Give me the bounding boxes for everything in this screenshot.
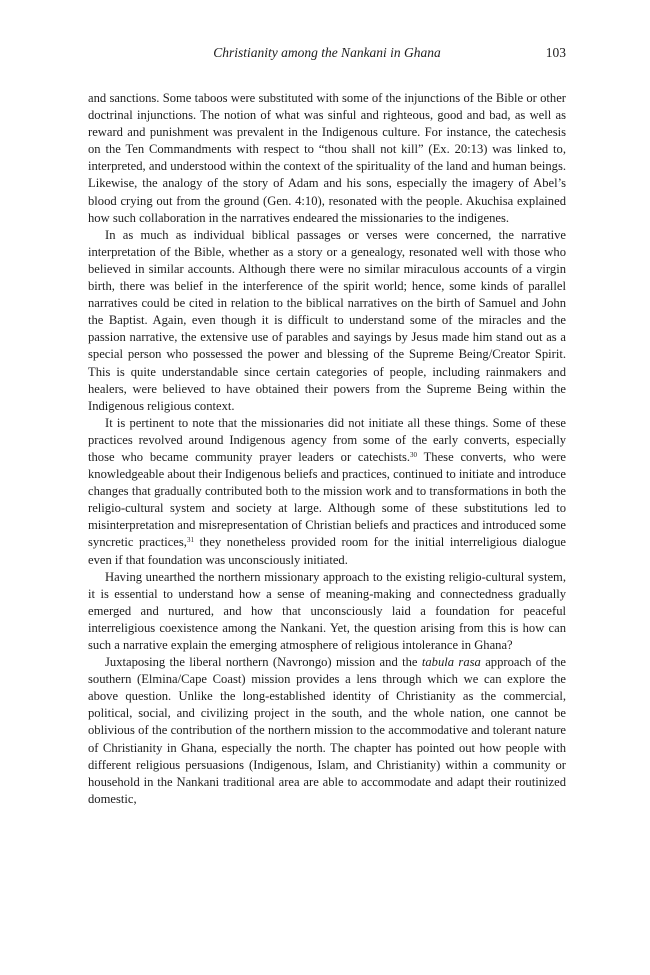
text-run: Juxtaposing the liberal northern (Navrongo) mission and the — [105, 655, 422, 670]
paragraph-5 — [88, 654, 566, 808]
text-run: In as much as individual biblical passages or verses were concerned, the narrative interpretation of the Bible, whether as a story or a genealogy, resonated well with those who believed in similar accounts. Although there were no similar miraculous accounts of a virgin birth, there was belief in the interference of the spirit world; hence, some kinds of parallel narratives could be cited in relation to the biblical narratives on the birth of Samuel and John the Baptist. Again, even though it is difficult to understand some of the miracles and the passion narrative, the extensive use of parables and sayings by Jesus made him stand out as a special person who possessed the power and blessing of the Supreme Being/Creator Spirit. This is quite understandable since certain categories of people, including rainmakers and healers, were believed to have obtained their powers from the Supreme Being within the Indigenous religious context. — [88, 227, 566, 413]
text-run: and sanctions. Some taboos were substituted with some of the injunctions of the Bible or other doctrinal injunctions. The notion of what was sinful and righteous, good and bad, as well as reward and punishment was prevalent in the Indigenous culture. For instance, the catechesis on the Ten Commandments with respect to “thou shall not kill” (Ex. 20:13) was linked to, interpreted, and understood within the context of the spirituality of the land and human beings. Likewise, the analogy of the story of Adam and his sons, especially the imagery of Abel’s blood crying out from the ground (Gen. 4:10), resonated with the people. Akuchisa explained how such collaboration in the narratives endeared the missionaries to the indigenes. — [88, 91, 566, 225]
footnote-marker: 30 — [410, 450, 418, 459]
running-title: Christianity among the Nankani in Ghana — [213, 45, 441, 60]
italic-text: tabula rasa — [421, 655, 481, 670]
footnote-marker: 31 — [186, 536, 194, 545]
text-run: These converts, who were knowledgeable about their Indigenous beliefs and practices, continued to initiate and introduce changes that gradually contributed both to the mission work and to transformations in both the religio-cultural system and society at large. Although some of these substitutions led to misinterpretation and misrepresentation of Christian beliefs and practices and introduced some syncretic practices, — [88, 449, 566, 550]
body-text — [88, 90, 566, 808]
paragraph-3 — [88, 415, 566, 569]
paragraph-2 — [88, 227, 566, 415]
paragraph-4 — [88, 569, 566, 654]
text-run: Having unearthed the northern missionary approach to the existing religio-cultural system, it is essential to understand how a sense of meaning-making and connectedness gradually emerged and nurtured, and how that unconsciously laid a foundation for peaceful interreligious coexistence among the Nankani. Yet, the question arising from this is how can such a narrative explain the emerging atmosphere of religious intolerance in Ghana? — [88, 569, 566, 652]
page-number: 103 — [545, 45, 566, 60]
paragraph-1 — [88, 90, 566, 227]
text-run: approach of the southern (Elmina/Cape Coast) mission provides a lens through which we can explore the above question. Unlike the long-established identity of Christianity as the commercial, political, social, and civilizing project in the south, and the whole nation, one cannot be oblivious of the contribution of the northern mission to the accommodative and tolerant nature of Christianity in Ghana, especially the north. The chapter has pointed out how people with different religious persuasions (Indigenous, Islam, and Christianity) within a community or household in the Nankani traditional area are able to accommodate and adapt their routinized domestic, — [88, 655, 566, 806]
text-run: they nonetheless provided room for the initial interreligious dialogue even if that foundation was unconsciously initiated. — [88, 535, 566, 567]
text-run: It is pertinent to note that the missionaries did not initiate all these things. Some of these practices revolved around Indigenous agency from some of the early converts, especially those who became community prayer leaders or catechists. — [88, 415, 566, 464]
